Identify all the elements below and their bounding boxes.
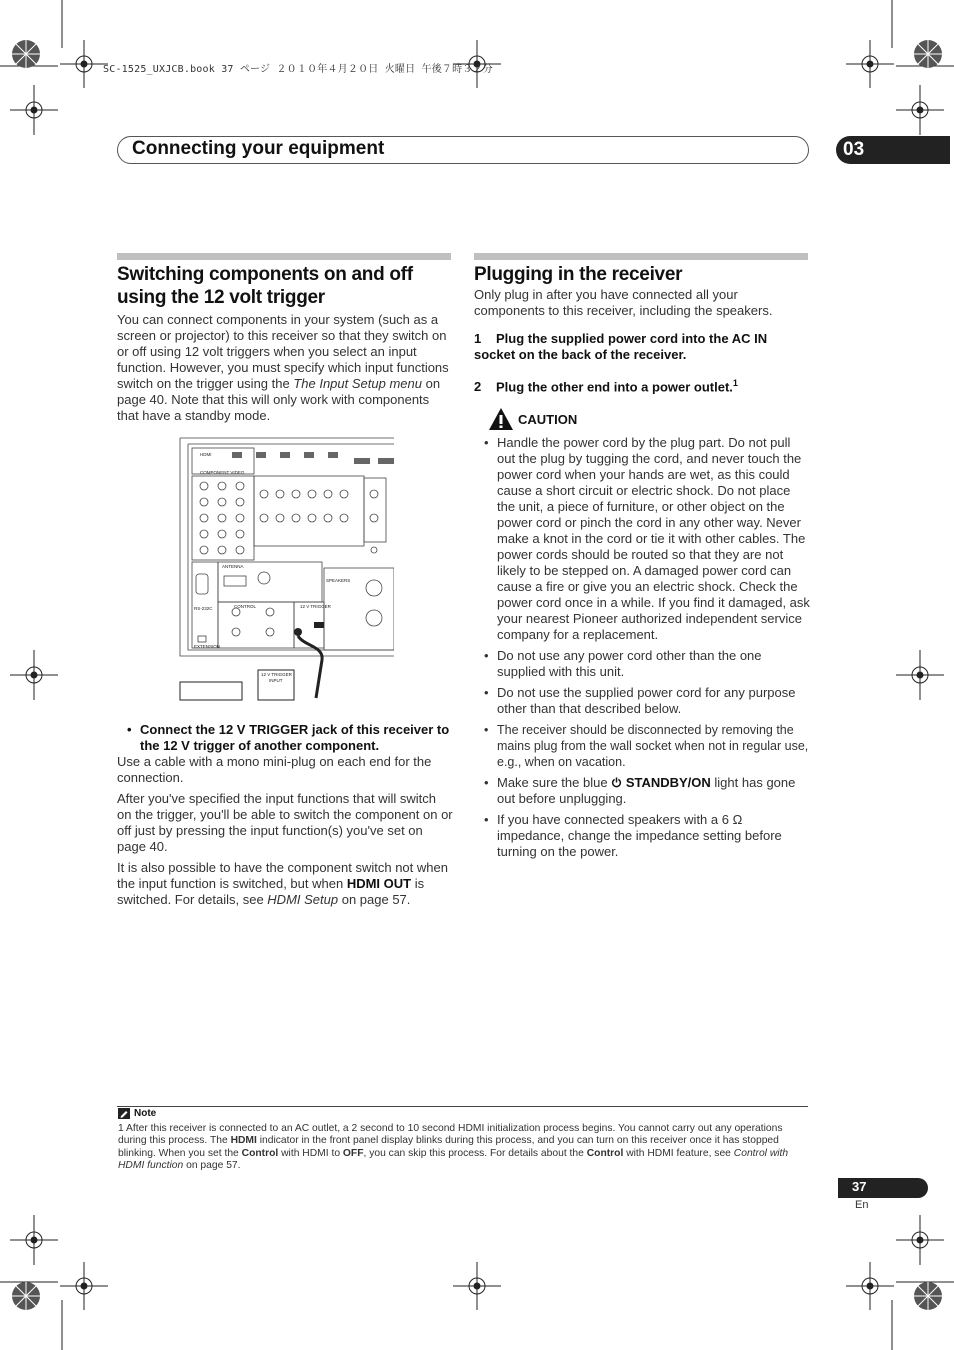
- diagram-label-extension: EXTENSION: [194, 644, 221, 649]
- note-icon: [118, 1108, 130, 1119]
- chapter-number: 03: [843, 139, 865, 160]
- power-icon: [611, 777, 622, 788]
- plugging-step-2: 2 Plug the other end into a power outlet.$^1$: [474, 378, 738, 395]
- language-code: En: [855, 1199, 869, 1211]
- note-label: Note: [134, 1108, 157, 1119]
- section-heading-trigger: Switching components on and off using the 12 volt trigger: [117, 264, 413, 308]
- right-column: [474, 263, 810, 865]
- diagram-label-rs232c: RS-232C: [194, 606, 213, 611]
- trigger-para-3: It is also possible to have the component switch not when the input function is switched, but when HDMI OUT is switched. For details, see HDMI Setup on page 57.: [117, 860, 448, 907]
- warning-triangle-icon: [488, 407, 514, 431]
- diagram-label-trigger-input-2: INPUT: [269, 678, 283, 683]
- trigger-step: • Connect the 12 V TRIGGER jack of this receiver to the 12 V trigger of another component.: [117, 722, 453, 754]
- diagram-label-speakers: SPEAKERS: [326, 578, 351, 583]
- trigger-para-1: Use a cable with a mono mini-plug on each end for the connection.: [117, 754, 432, 785]
- diagram-label-trigger-jack: 12 V TRIGGER: [300, 604, 331, 609]
- caution-row: [474, 405, 810, 435]
- plugging-intro: Only plug in after you have connected all your components to this receiver, including the speakers.: [474, 287, 773, 318]
- caution-bullet-impedance: • If you have connected speakers with a 6 Ω impedance, change the impedance setting before turning on the power.: [474, 812, 810, 860]
- trigger-intro: You can connect components in your system (such as a screen or projector) to this receiver so that they switch on or off using 12 volt triggers when you select an input function. However, you must specify which input functions switch on the trigger using the The Input Setup menu on page 40. Note that this will only work with components that have a standby mode.: [117, 312, 449, 423]
- page-number: 37: [852, 1179, 867, 1194]
- section-rule-right: [474, 253, 808, 260]
- section-heading-plugging: Plugging in the receiver: [474, 264, 683, 285]
- diagram-label-hdmi: HDMI: [200, 452, 212, 457]
- caution-bullet-2: • Do not use any power cord other than the one supplied with this unit.: [474, 648, 810, 680]
- caution-bullet-standby: • Make sure the blue STANDBY/ON light has gone out before unplugging.: [474, 775, 810, 807]
- diagram-label-antenna: ANTENNA: [222, 564, 244, 569]
- diagram-label-trigger-input-1: 12 V TRIGGER: [261, 672, 292, 677]
- page-title: Connecting your equipment: [132, 138, 385, 159]
- caution-bullet-1: • Handle the power cord by the plug part. Do not pull out the plug by tugging the cord, and never touch the power cord when your hands are wet, as this could cause a short circuit or electric shock. Do not place the unit, a piece of furniture, or other object on the power cord or pinch the cord in any other way. Never make a knot in the cord or tie it with other cables. The power cords should be routed so that they are not likely to be stepped on. A damaged power cord can cause a fire or give you an electric shock. Check the power cord once in a while. If you find it damaged, ask your nearest Pioneer authorized independent service company for a replacement.: [474, 435, 810, 643]
- trigger-para-2: After you've specified the input functions that will switch on the trigger, you'll be able to switch the component on or off just by pressing the input function(s) you've set on page 40.: [117, 791, 453, 854]
- caution-bullet-4: • The receiver should be disconnected by removing the mains plug from the wall socket when not in regular use, e.g., when on vacation.: [474, 722, 810, 770]
- note-divider: [117, 1106, 808, 1107]
- plugging-step-1: 1 Plug the supplied power cord into the AC IN socket on the back of the receiver.: [474, 331, 768, 362]
- left-column-bottom: [117, 722, 453, 913]
- caution-bullet-3: • Do not use the supplied power cord for any purpose other than that described below.: [474, 685, 810, 717]
- left-column-top: [117, 263, 453, 429]
- section-rule-left: [117, 253, 451, 260]
- print-job-line: SC-1525_UXJCB.book 37 ページ ２０１０年４月２０日 火曜日 午後７時３２分: [103, 64, 493, 75]
- caution-label: CAUTION: [518, 412, 578, 428]
- rear-panel-diagram: [178, 436, 394, 704]
- footnote-1: 1 After this receiver is connected to an AC outlet, a 2 second to 10 second HDMI initialization process begins. You cannot carry out any operations during this process. The HDMI indicator in the front panel display blinks during this process, and you can turn on this receiver once it has stopped blinking. When you set the Control with HDMI to OFF, you can skip this process. For details about the Control with HDMI feature, see Control with HDMI function on page 57.: [118, 1123, 789, 1172]
- diagram-label-control: CONTROL: [234, 604, 257, 609]
- diagram-label-component: COMPONENT VIDEO: [200, 470, 245, 475]
